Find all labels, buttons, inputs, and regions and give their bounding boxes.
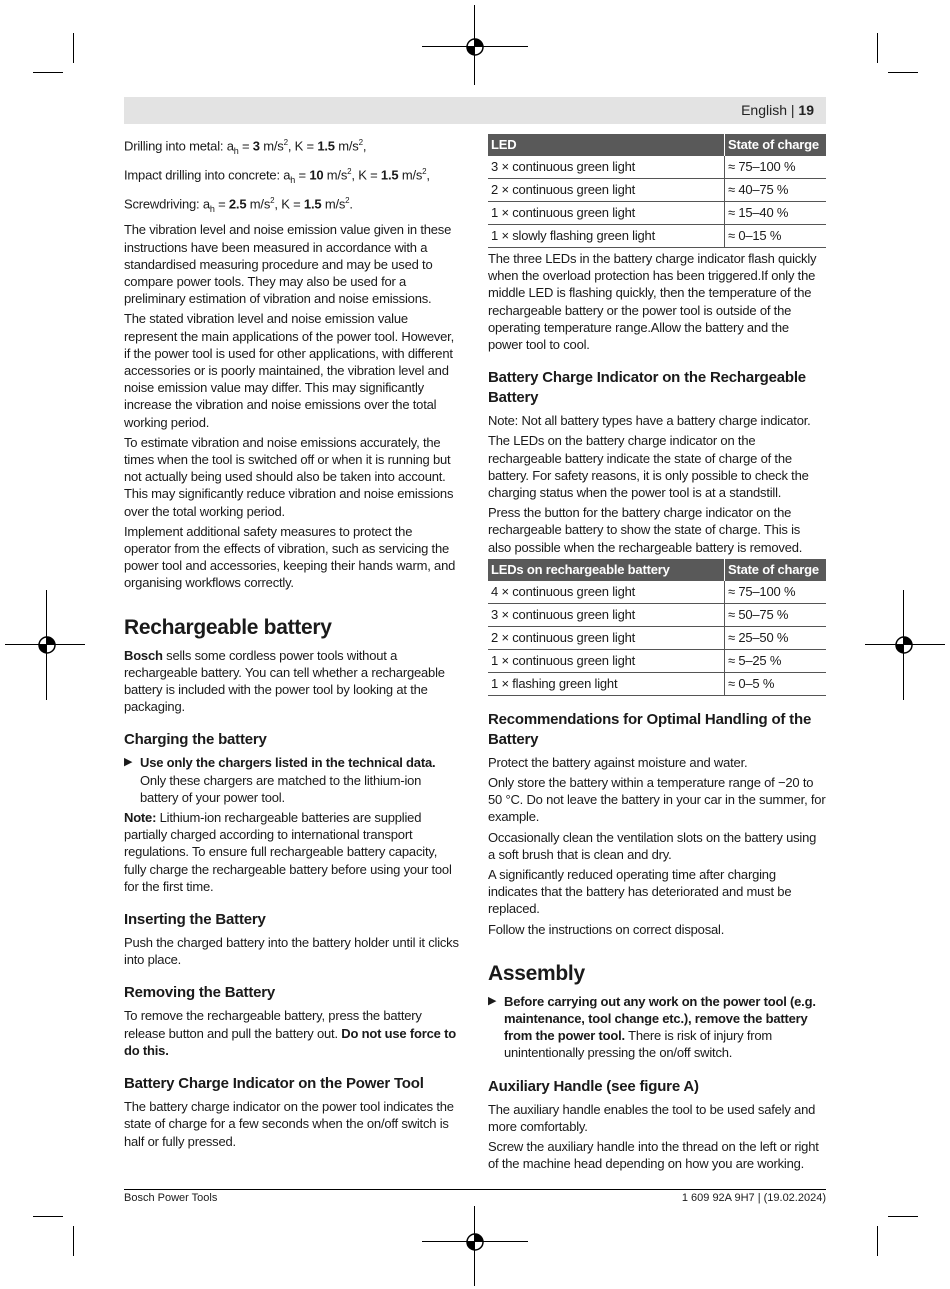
paragraph-press-button: Press the button for the battery charge indicator on the rechargeable battery to show the state of charge. This is also possible when the rechargeable battery is removed. [488, 505, 803, 555]
led-state-table-battery [488, 559, 826, 696]
crop-mark [877, 33, 878, 63]
crop-mark [877, 1226, 878, 1256]
bullet-use-chargers: ▶ Use only the chargers listed in the technical data. Only these chargers are matched to the lithium-ion battery of your power tool. [124, 755, 436, 805]
page-header-label: English | 19 [741, 102, 814, 118]
footer-document-id: 1 609 92A 9H7 | (19.02.2024) [681, 1192, 826, 1204]
led-state-table-tool [488, 134, 826, 248]
heading-auxiliary-handle: Auxiliary Handle (see figure A) [488, 1077, 699, 1095]
bullet-triangle-icon: ▶ [488, 994, 497, 1007]
table-header-row [488, 134, 826, 156]
table-header-row [488, 559, 826, 581]
header-language: English [741, 102, 787, 118]
paragraph-aux-handle-2: Screw the auxiliary handle into the thread on the left or right of the machine head depending on how you are working. [488, 1139, 819, 1172]
heading-indicator-battery: Battery Charge Indicator on the Rechargeable Battery [488, 369, 806, 407]
table-header-leds: LEDs on rechargeable battery [488, 559, 725, 581]
table-row: 3 × continuous green light ≈ 75–100 % [488, 156, 826, 179]
table-row: 1 × continuous green light ≈ 15–40 % [488, 202, 826, 225]
crop-mark [888, 72, 918, 73]
table-header-state: State of charge [725, 134, 827, 156]
paragraph-reduced-time: A significantly reduced operating time after charging indicates that the battery has deteriorated and must be replaced. [488, 867, 792, 917]
table-row: 1 × slowly flashing green light ≈ 0–15 % [488, 225, 826, 248]
heading-rechargeable-battery: Rechargeable battery [124, 615, 332, 639]
table-header-state: State of charge [725, 559, 827, 581]
table-row: 4 × continuous green light ≈ 75–100 % [488, 581, 826, 604]
vibration-value-drilling-metal: Drilling into metal: $a_h = 3$ $m/s^2$, K = 1.5 $m/s^2$, [124, 138, 367, 156]
left-column [124, 134, 462, 1153]
crop-mark [33, 1216, 63, 1217]
registration-mark-icon [465, 1232, 485, 1252]
paragraph-note-lithium: Note: Lithium-ion rechargeable batteries are supplied partially charged according to international transport regulations. To ensure full rechargeable battery capacity, fully charge the rechargeable battery before using your tool for the first time. [124, 810, 452, 894]
paragraph-clean: Occasionally clean the ventilation slots on the battery using a soft brush that is clean and dry. [488, 829, 817, 862]
crop-mark [888, 1216, 918, 1217]
table-row: 3 × continuous green light ≈ 50–75 % [488, 603, 826, 626]
paragraph-stated-vibration: The stated vibration level and noise emission value represent the main applications of the power tool. However, if the power tool is used for other applications, with different accessories or is poorly maintained, the vibration level and noise emission value may differ. This may significantly increase the vibration and noise emissions over the total working period. [124, 311, 455, 430]
heading-recommendations: Recommendations for Optimal Handling of the Battery [488, 710, 812, 748]
heading-removing-battery: Removing the Battery [124, 984, 276, 1002]
paragraph-aux-handle-1: The auxiliary handle enables the tool to be used safely and more comfortably. [488, 1101, 816, 1134]
paragraph-estimate-vibration: To estimate vibration and noise emissions accurately, the times when the tool is switched off or when it is running but not actually being used should also be taken into account. This may significantly reduce vibration and noise emissions over the total working period. [124, 434, 454, 519]
paragraph-indicator-power-tool: The battery charge indicator on the power tool indicates the state of charge for a few seconds when the on/off switch is half or fully pressed. [124, 1099, 454, 1149]
crop-mark [73, 1226, 74, 1256]
paragraph-removing: To remove the rechargeable battery, press the battery release button and pull the battery out. Do not use force to do this. [124, 1008, 456, 1058]
heading-indicator-power-tool: Battery Charge Indicator on the Power Tool [124, 1075, 424, 1093]
right-column [488, 134, 826, 1176]
table-row: 1 × continuous green light ≈ 5–25 % [488, 649, 826, 672]
paragraph-vibration-level: The vibration level and noise emission value given in these instructions have been measured in accordance with a standardised measuring procedure and may be used to compare power tools. They may also be used for a preliminary estimation of vibration and noise emissions. [124, 222, 452, 307]
page-number: 19 [798, 102, 814, 118]
paragraph-note-battery-types: Note: Not all battery types have a battery charge indicator. [488, 413, 811, 429]
footer-publisher: Bosch Power Tools [124, 1192, 218, 1204]
paragraph-store: Only store the battery within a temperature range of −20 to 50 °C. Do not leave the battery in your car in the summer, for example. [488, 775, 826, 825]
paragraph-protect: Protect the battery against moisture and water. [488, 754, 748, 770]
paragraph-leds-indicate: The LEDs on the battery charge indicator on the rechargeable battery indicate the state of charge of the battery. For safety reasons, it is only possible to check the charging status when the power tool is at a standstill. [488, 433, 809, 501]
registration-mark-icon [894, 635, 914, 655]
page-header [124, 97, 826, 124]
bullet-remove-battery: ▶ Before carrying out any work on the power tool (e.g. maintenance, tool change etc.), remove the battery from the power tool. There is risk of injury from unintentionally pressing the on/off switch. [488, 993, 816, 1061]
vibration-value-screwdriving: Screwdriving: $a_h = 2.5$ $m/s^2$, K = 1.5 $m/s^2$. [124, 196, 353, 215]
footer-divider [124, 1189, 826, 1190]
table-row: 2 × continuous green light ≈ 40–75 % [488, 179, 826, 202]
table-row: 2 × continuous green light ≈ 25–50 % [488, 626, 826, 649]
heading-assembly: Assembly [488, 961, 585, 985]
table-row: 1 × flashing green light ≈ 0–5 % [488, 672, 826, 695]
table-header-led: LED [488, 134, 725, 156]
registration-mark-icon [465, 37, 485, 57]
paragraph-inserting: Push the charged battery into the battery holder until it clicks into place. [124, 935, 459, 968]
crop-mark [73, 33, 74, 63]
paragraph-disposal: Follow the instructions on correct disposal. [488, 921, 725, 937]
paragraph-safety-measures: Implement additional safety measures to protect the operator from the effects of vibration, such as servicing the power tool and accessories, keeping their hands warm, and organising workflows correctly. [124, 523, 456, 591]
crop-mark [33, 72, 63, 73]
paragraph-bosch-sells: Bosch sells some cordless power tools without a rechargeable battery. You can tell whether a rechargeable battery is included with the power tool by looking at the packaging. [124, 647, 445, 715]
heading-inserting-battery: Inserting the Battery [124, 911, 266, 929]
bullet-triangle-icon: ▶ [124, 756, 133, 769]
vibration-value-impact-drilling: Impact drilling into concrete: $a_h = 10$ $m/s^2$, K = 1.5 $m/s^2$, [124, 167, 430, 186]
heading-charging-battery: Charging the battery [124, 731, 267, 749]
registration-mark-icon [37, 635, 57, 655]
paragraph-three-leds: The three LEDs in the battery charge indicator flash quickly when the overload protection has been triggered.If only the middle LED is flashing quickly, then the temperature of the rechargeable battery or the power tool is outside of the operating temperature range.Allow the battery and the power tool to cool. [488, 251, 817, 353]
